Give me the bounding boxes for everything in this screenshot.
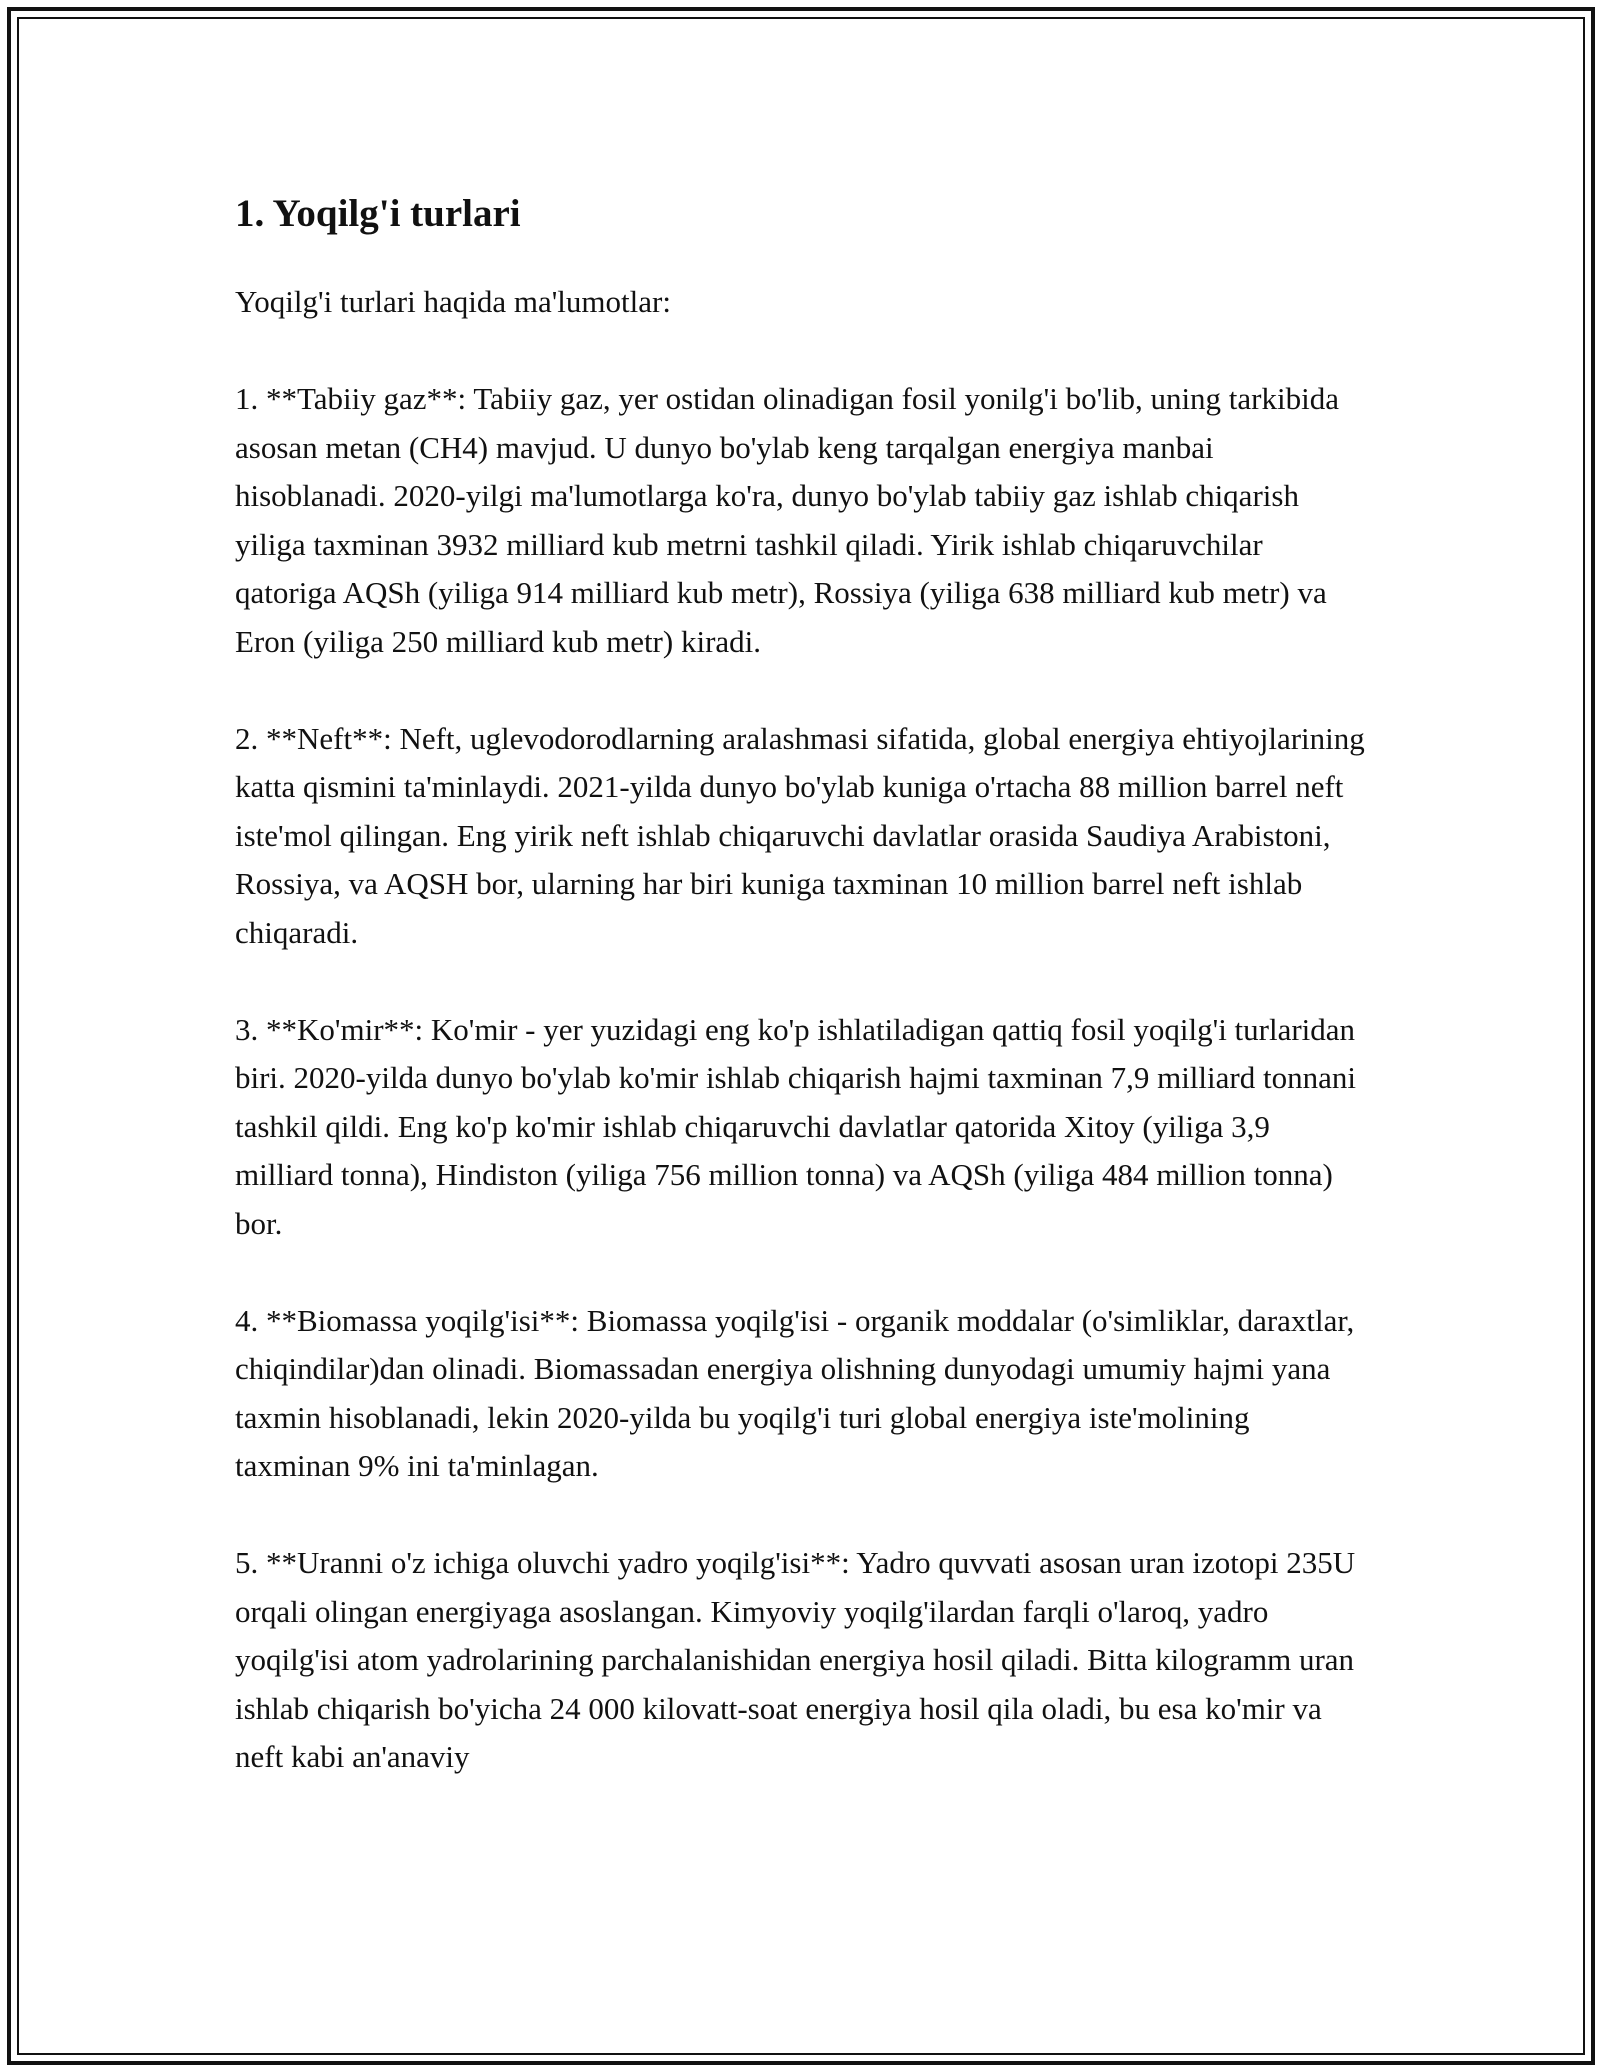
paragraph-natural-gas: 1. **Tabiiy gaz**: Tabiiy gaz, yer ostidan olinadigan fosil yonilg'i bo'lib, uning tarkibida asosan metan (CH4) mavjud. U dunyo bo'ylab keng tarqalgan energiya manbai hisoblanadi. 2020-yilgi ma'lumotlarga ko'ra, dunyo bo'ylab tabiiy gaz ishlab chiqarish yiliga taxminan 3932 milliard kub metrni tashkil qiladi. Yirik ishlab chiqaruvchilar qatoriga AQSh (yiliga 914 milliard kub metr), Rossiya (yiliga 638 milliard kub metr) va Eron (yiliga 250 milliard kub metr) kiradi. [235, 381, 1339, 659]
section-heading: 1. Yoqilg'i turlari [235, 192, 521, 235]
intro-paragraph: Yoqilg'i turlari haqida ma'lumotlar: [235, 284, 671, 319]
document-body [235, 190, 1370, 1782]
paragraph-nuclear: 5. **Uranni o'z ichiga oluvchi yadro yoqilg'isi**: Yadro quvvati asosan uran izotopi 235U orqali olingan energiyaga asoslangan. Kimyoviy yoqilg'ilardan farqli o'laroq, yadro yoqilg'isi atom yadrolarining parchalanishidan energiya hosil qiladi. Bitta kilogramm uran ishlab chiqarish bo'yicha 24 000 kilovatt-soat energiya hosil qila oladi, bu esa ko'mir va neft kabi an'anaviy [235, 1545, 1356, 1774]
paragraph-biomass: 4. **Biomassa yoqilg'isi**: Biomassa yoqilg'isi - organik moddalar (o'simliklar, daraxtlar, chiqindilar)dan olinadi. Biomassadan energiya olishning dunyodagi umumiy hajmi yana taxmin hisoblanadi, lekin 2020-yilda bu yoqilg'i turi global energiya iste'molining taxminan 9% ini ta'minlagan. [235, 1302, 1355, 1483]
paragraph-oil: 2. **Neft**: Neft, uglevodorodlarning aralashmasi sifatida, global energiya ehtiyojlarining katta qismini ta'minlaydi. 2021-yilda dunyo bo'ylab kuniga o'rtacha 88 million barrel neft iste'mol qilingan. Eng yirik neft ishlab chiqaruvchi davlatlar orasida Saudiya Arabistoni, Rossiya, va AQSH bor, ularning har biri kuniga taxminan 10 million barrel neft ishlab chiqaradi. [235, 720, 1365, 950]
paragraph-coal: 3. **Ko'mir**: Ko'mir - yer yuzidagi eng ko'p ishlatiladigan qattiq fosil yoqilg'i turlaridan biri. 2020-yilda dunyo bo'ylab ko'mir ishlab chiqarish hajmi taxminan 7,9 milliard tonnani tashkil qildi. Eng ko'p ko'mir ishlab chiqaruvchi davlatlar qatorida Xitoy (yiliga 3,9 milliard tonna), Hindiston (yiliga 756 million tonna) va AQSh (yiliga 484 million tonna) bor. [235, 1011, 1356, 1241]
